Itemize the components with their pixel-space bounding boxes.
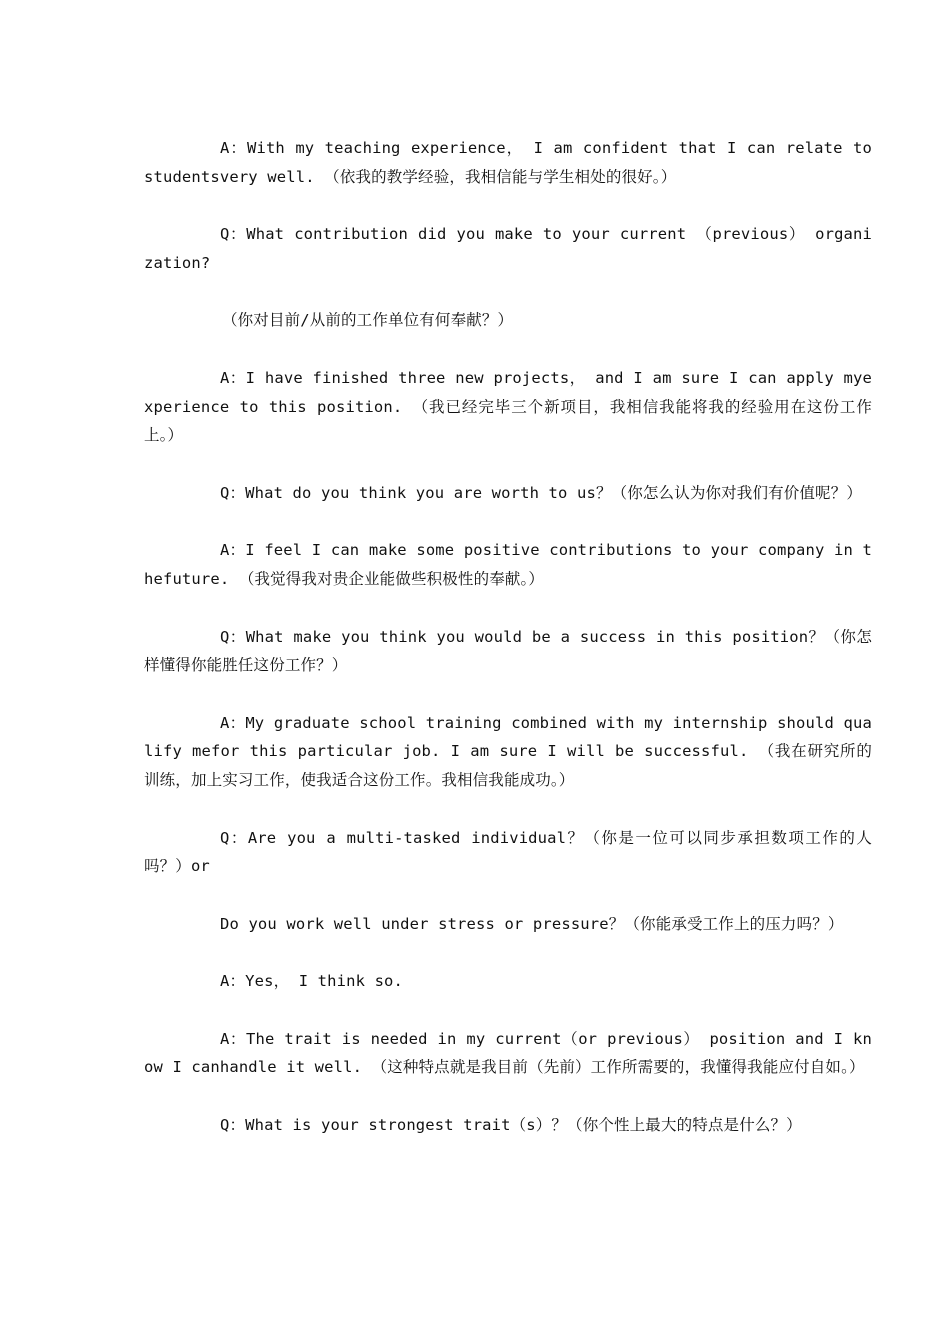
paragraph-question-contribution: Q：What contribution did you make to your current （previous） organization? (144, 225, 872, 272)
paragraph-question-worth: Q：What do you think you are worth to us？（你怎么认为你对我们有价值呢？） (220, 483, 863, 502)
paragraph-question-success: Q：What make you think you would be a success in this position？（你怎样懂得你能胜任这份工作？） (144, 627, 872, 675)
paragraph-question-stress: Do you work well under stress or pressure？（你能承受工作上的压力吗？） (220, 914, 844, 933)
paragraph-question-strongest-trait: Q：What is your strongest trait（s）？（你个性上最大的特点是什么？） (220, 1116, 802, 1135)
paragraph-answer-trait: A：The trait is needed in my current（or previous） position and I know I canhandle it well. （这种特点就是我目前（先前）工作所需要的，我懂得我能应付自如。） (144, 1029, 872, 1077)
document-page (144, 134, 872, 1169)
paragraph-answer-teaching: A：With my teaching experience， I am confident that I can relate to studentsvery well. （依我的教学经验，我相信能与学生相处的很好。） (144, 139, 872, 186)
paragraph-question-multitask: Q：Are you a multi-tasked individual？（你是一位可以同步承担数项工作的人吗？）or (144, 828, 872, 876)
paragraph-answer-training: A：My graduate school training combined with my internship should qualify mefor this particular job. I am sure I will be successful. （我在研究所的训练，加上实习工作，使我适合这份工作。我相信我能成功。） (144, 713, 872, 789)
paragraph-answer-positive: A：I feel I can make some positive contributions to your company in thefuture. （我觉得我对贵企业能做些积极性的奉献。） (144, 541, 872, 588)
paragraph-answer-projects: A：I have finished three new projects， and I am sure I can apply myexperience to this position. （我已经完毕三个新项目，我相信我能将我的经验用在这份工作上。） (144, 368, 872, 445)
paragraph-question-contribution-translation: （你对目前/从前的工作单位有何奉献？） (222, 311, 514, 330)
paragraph-answer-yes: A：Yes， I think so. (220, 972, 404, 991)
